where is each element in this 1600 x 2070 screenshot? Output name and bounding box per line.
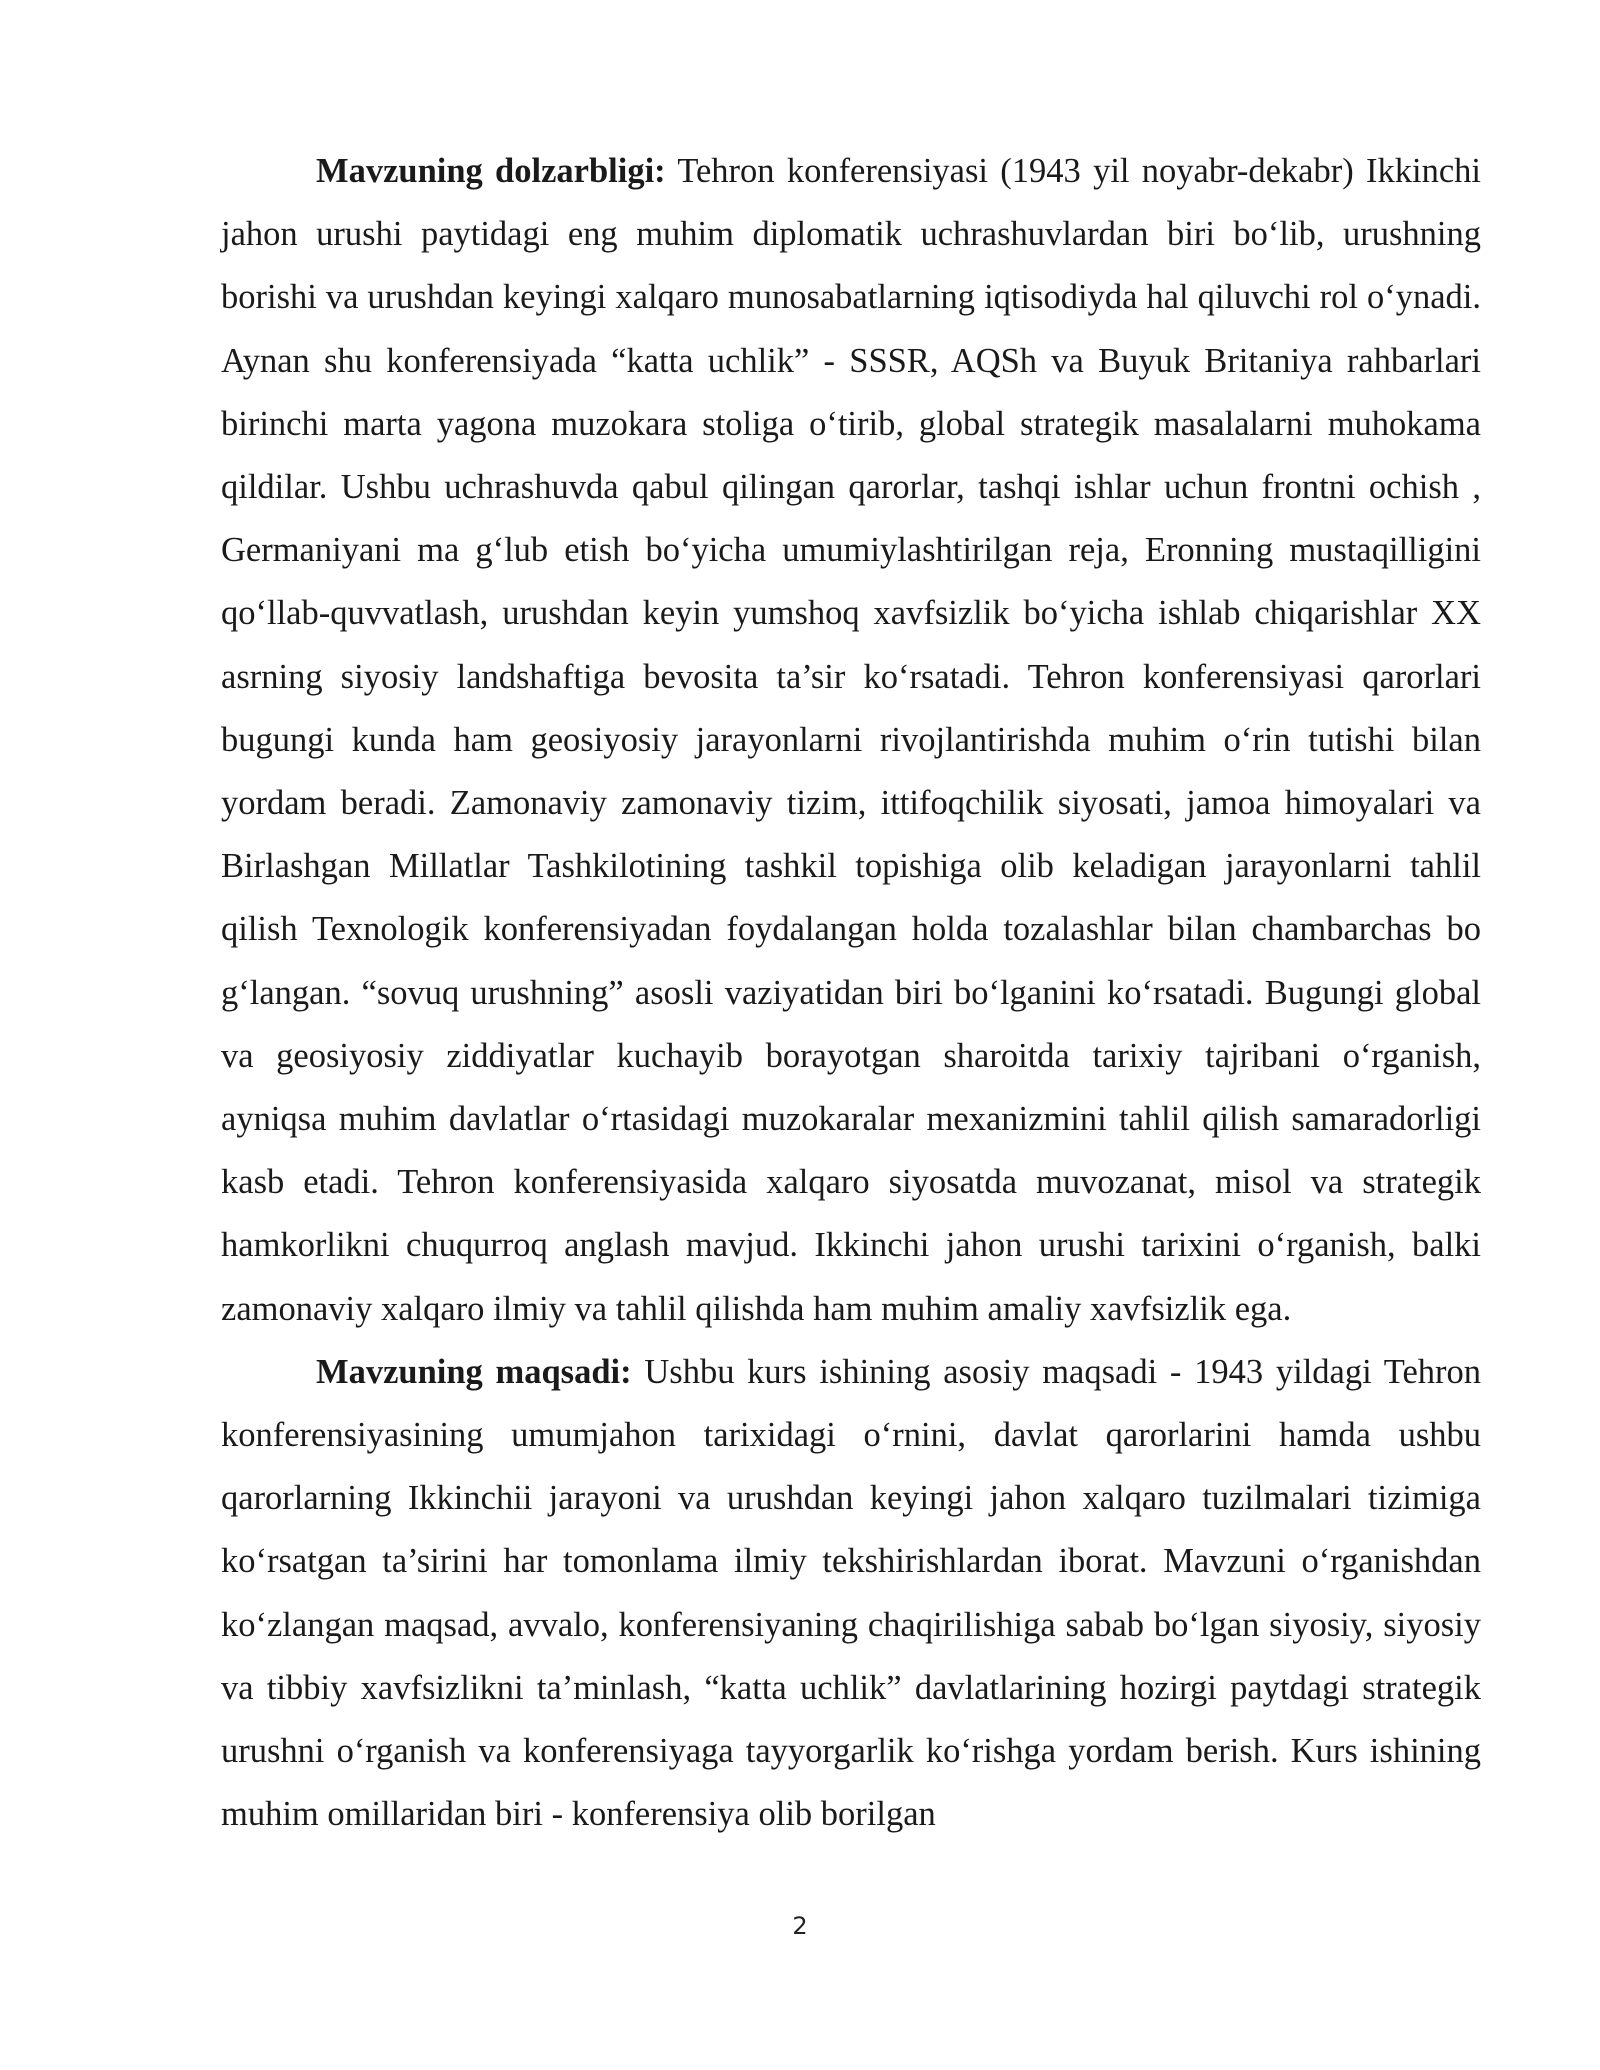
paragraph-heading: Mavzuning dolzarbligi:: [316, 152, 666, 190]
paragraph-text: Ushbu kurs ishining asosiy maqsadi - 1943 yildagi Tehron konferensiyasining umumjahon tarixidagi o‘rnini, davlat qarorlarini hamda ushbu qarorlarning Ikkinchii jarayoni va urushdan keyingi jahon xalqaro tuzilmalari tizimiga ko‘rsatgan ta’sirini har tomonlama ilmiy tekshirishlardan iborat. Mavzuni o‘rganishdan ko‘zlangan maqsad, avvalo, konferensiyaning chaqirilishiga sabab bo‘lgan siyosiy, siyosiy va tibbiy xavfsizlikni ta’minlash, “katta uchlik” davlatlarining hozirgi paytdagi strategik urushni o‘rganish va konferensiyaga tayyorgarlik ko‘rishga yordam berish. Kurs ishining muhim omillaridan biri - konferensiya olib borilgan: [221, 1352, 1482, 1834]
paragraph-goal: [221, 1341, 1481, 1847]
document-page: [221, 140, 1481, 1846]
paragraph-relevance: [221, 140, 1481, 1341]
paragraph-heading: Mavzuning maqsadi:: [316, 1352, 632, 1391]
page-number: 2: [792, 1912, 808, 1940]
paragraph-text: Tehron konferensiyasi (1943 yil noyabr-dekabr) Ikkinchi jahon urushi paytidagi eng muhim diplomatik uchrashuvlardan biri bo‘lib, urushning borishi va urushdan keyingi xalqaro munosabatlarning iqtisodiyda hal qiluvchi rol o‘ynadi. Aynan shu konferensiyada “katta uchlik” - SSSR, AQSh va Buyuk Britaniya rahbarlari birinchi marta yagona muzokara stoliga o‘tirib, global strategik masalalarni muhokama qildilar. Ushbu uchrashuvda qabul qilingan qarorlar, tashqi ishlar uchun frontni ochish , Germaniyani ma g‘lub etish bo‘yicha umumiylashtirilgan reja, Eronning mustaqilligini qo‘llab-quvvatlash, urushdan keyin yumshoq xavfsizlik bo‘yicha ishlab chiqarishlar XX asrning siyosiy landshaftiga bevosita ta’sir ko‘rsatadi. Tehron konferensiyasi qarorlari bugungi kunda ham geosiyosiy jarayonlarni rivojlantirishda muhim o‘rin tutishi bilan yordam beradi. Zamonaviy zamonaviy tizim, ittifoqchilik siyosati, jamoa himoyalari va Birlashgan Millatlar Tashkilotining tashkil topishiga olib keladigan jarayonlarni tahlil qilish Texnologik konferensiyadan foydalangan holda tozalashlar bilan chambarchas bo g‘langan. “sovuq urushning” asosli vaziyatidan biri bo‘lganini ko‘rsatadi. Bugungi global va geosiyosiy ziddiyatlar kuchayib borayotgan sharoitda tarixiy tajribani o‘rganish, ayniqsa muhim davlatlar o‘rtasidagi muzokaralar mexanizmini tahlil qilish samaradorligi kasb etadi. Tehron konferensiyasida xalqaro siyosatda muvozanat, misol va strategik hamkorlikni chuqurroq anglash mavjud. Ikkinchi jahon urushi tarixini o‘rganish, balki zamonaviy xalqaro ilmiy va tahlil qilishda ham muhim amaliy xavfsizlik ega.: [221, 152, 1481, 1328]
